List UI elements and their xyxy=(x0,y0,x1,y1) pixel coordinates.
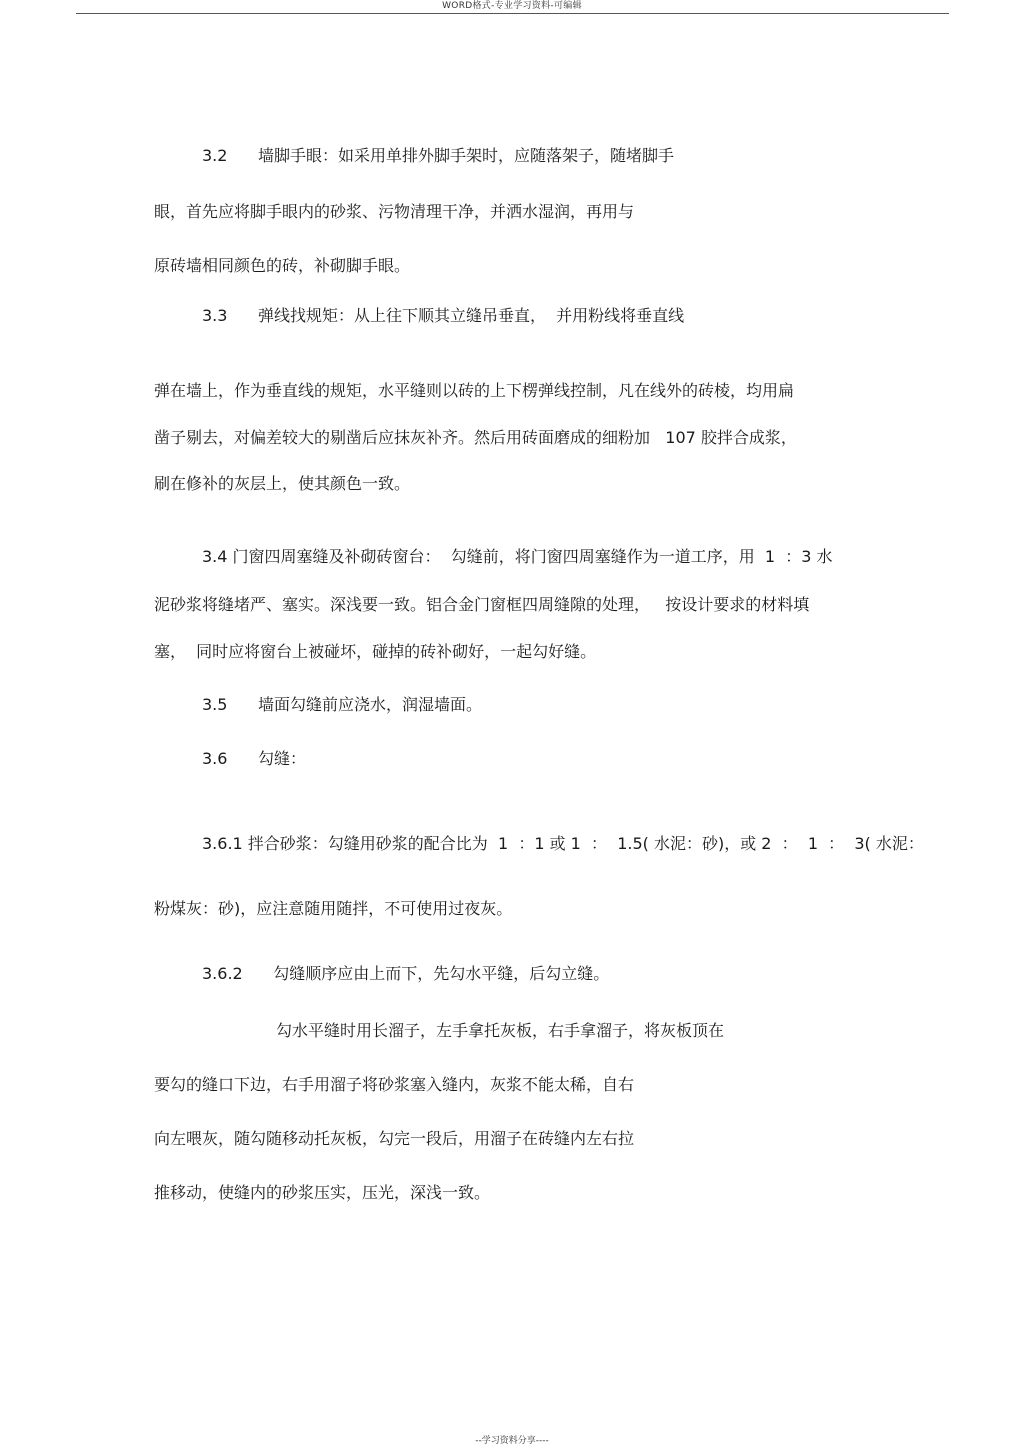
line-text: 勾缝顺序应由上而下，先勾水平缝，后勾立缝。 xyxy=(273,964,610,983)
line-text: 勾缝： xyxy=(257,749,306,768)
line-text: 弹线找规矩：从上往下顺其立缝吊垂直， 并用粉线将垂直线 xyxy=(257,306,685,325)
paragraph-3-3-line-2: 弹在墙上，作为垂直线的规矩，水平缝则以砖的上下楞弹线控制，凡在线外的砖棱，均用扁 xyxy=(154,381,795,400)
section-number: 3.6.2 xyxy=(202,964,243,983)
paragraph-horizontal-joint-line-3: 向左喂灰，随勾随移动托灰板，勾完一段后，用溜子在砖缝内左右拉 xyxy=(154,1129,635,1148)
paragraph-3-6-1-line-2: 粉煤灰：砂)，应注意随用随拌，不可使用过夜灰。 xyxy=(154,899,513,918)
paragraph-3-3-line-4: 刷在修补的灰层上，使其颜色一致。 xyxy=(154,474,411,493)
paragraph-3-4-line-3: 塞， 同时应将窗台上被碰坏，碰掉的砖补砌好，一起勾好缝。 xyxy=(154,642,597,661)
paragraph-3-6 xyxy=(202,748,306,770)
header-divider xyxy=(76,13,949,14)
paragraph-horizontal-joint-line-1: 勾水平缝时用长溜子，左手拿托灰板，右手拿溜子，将灰板顶在 xyxy=(276,1021,725,1040)
paragraph-3-3-line-1 xyxy=(202,305,684,327)
section-number: 3.2 xyxy=(202,146,228,165)
line-text: 墙脚手眼：如采用单排外脚手架时，应随落架子，随堵脚手 xyxy=(257,146,674,165)
paragraph-3-2-line-1 xyxy=(202,145,674,167)
paragraph-3-6-2 xyxy=(202,963,609,985)
paragraph-horizontal-joint-line-2: 要勾的缝口下边，右手用溜子将砂浆塞入缝内，灰浆不能太稀，自右 xyxy=(154,1075,635,1094)
section-number: 3.6 xyxy=(202,749,228,768)
section-number: 3.5 xyxy=(202,695,228,714)
paragraph-3-5 xyxy=(202,694,482,716)
paragraph-3-2-line-3: 原砖墙相同颜色的砖，补砌脚手眼。 xyxy=(154,256,411,275)
paragraph-horizontal-joint-line-4: 推移动，使缝内的砂浆压实，压光，深浅一致。 xyxy=(154,1183,491,1202)
section-number: 3.3 xyxy=(202,306,228,325)
line-text: 墙面勾缝前应浇水，润湿墙面。 xyxy=(257,695,482,714)
page-header-text: WORD格式-专业学习资料-可编辑 xyxy=(442,1,582,11)
paragraph-3-6-1-line-1: 3.6.1 拌合砂浆：勾缝用砂浆的配合比为 1 ：1 或 1 ： 1.5( 水泥：砂)，或 2 ： 1 ： 3( 水泥： xyxy=(202,834,924,853)
paragraph-3-4-line-1: 3.4 门窗四周塞缝及补砌砖窗台： 勾缝前，将门窗四周塞缝作为一道工序，用 1 ：3 水 xyxy=(202,547,833,566)
paragraph-3-2-line-2: 眼，首先应将脚手眼内的砂浆、污物清理干净，并洒水湿润，再用与 xyxy=(154,202,635,221)
paragraph-3-3-line-3: 凿子剔去，对偏差较大的剔凿后应抹灰补齐。然后用砖面磨成的细粉加 107 胶拌合成浆， xyxy=(154,428,797,447)
page-footer-text: --学习资料分享---- xyxy=(475,1436,549,1446)
paragraph-3-4-line-2: 泥砂浆将缝堵严、塞实。深浅要一致。铝合金门窗框四周缝隙的处理， 按设计要求的材料填 xyxy=(154,595,810,614)
